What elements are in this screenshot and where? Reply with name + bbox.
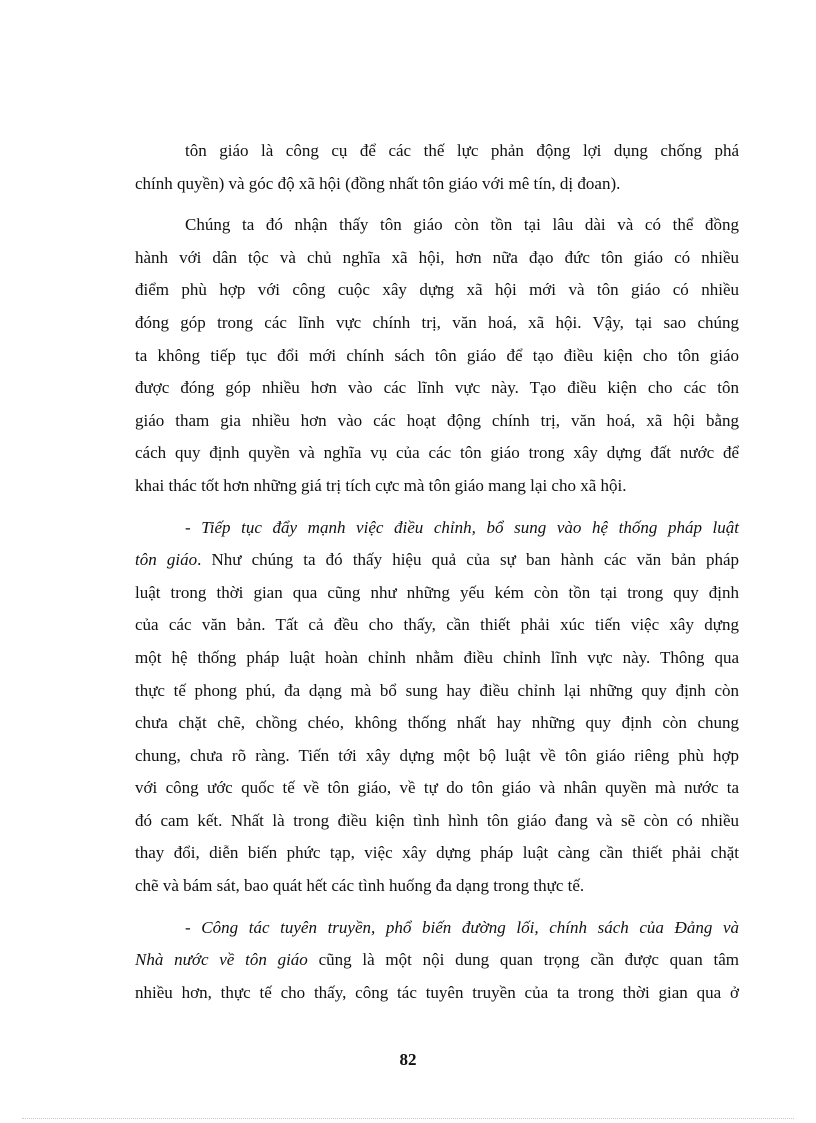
text-line: chung, chưa rõ ràng. Tiến tới xây dựng một bộ luật về tôn giáo riêng phù hợp bbox=[135, 745, 739, 765]
text-line: thực tế phong phú, đa dạng mà bổ sung hay điều chỉnh lại những quy định còn bbox=[135, 680, 739, 700]
italic-heading-tail: tôn giáo bbox=[135, 550, 198, 570]
text-line: tôn giáo là công cụ để các thế lực phản động lợi dụng chống phá bbox=[185, 141, 739, 160]
text-line: nhiều hơn, thực tế cho thấy, công tác tuyên truyền của ta trong thời gian qua ở bbox=[135, 982, 739, 1002]
paragraph-3 bbox=[135, 512, 739, 903]
body-text bbox=[135, 135, 739, 1009]
text-line: đóng góp trong các lĩnh vực chính trị, văn hoá, xã hội. Vậy, tại sao chúng bbox=[135, 312, 739, 332]
paragraph-4 bbox=[135, 912, 739, 1010]
page-number: 82 bbox=[399, 1050, 417, 1069]
text-line: Chúng ta đó nhận thấy tôn giáo còn tồn tại lâu dài và có thể đồng bbox=[185, 215, 739, 235]
paragraph-2 bbox=[135, 209, 739, 502]
text-line: khai thác tốt hơn những giá trị tích cực mà tôn giáo mang lại cho xã hội. bbox=[135, 475, 627, 495]
text-run: cũng là một nội dung quan trọng cần được quan tâm bbox=[307, 950, 739, 970]
text-line: luật trong thời gian qua cũng như những yếu kém còn tồn tại trong quy định bbox=[135, 582, 739, 602]
paragraph-1 bbox=[135, 135, 739, 200]
text-line: chẽ và bám sát, bao quát hết các tình huống đa dạng trong thực tế. bbox=[135, 876, 585, 896]
text-line: cách quy định quyền và nghĩa vụ của các tôn giáo trong xây dựng đất nước để bbox=[135, 443, 739, 463]
italic-heading-tail: Nhà nước về tôn giáo bbox=[135, 950, 308, 970]
text-line: của các văn bản. Tất cả đều cho thấy, cần thiết phải xúc tiến việc xây dựng bbox=[135, 615, 739, 635]
text-line: đó cam kết. Nhất là trong điều kiện tình hình tôn giáo đang và sẽ còn có nhiều bbox=[135, 810, 739, 830]
text-line: chưa chặt chẽ, chồng chéo, không thống nhất hay những quy định còn chung bbox=[135, 713, 739, 733]
text-line: hành với dân tộc và chủ nghĩa xã hội, hơn nữa đạo đức tôn giáo có nhiều bbox=[135, 247, 739, 267]
text-line: một hệ thống pháp luật hoàn chỉnh nhằm điều chỉnh lĩnh vực này. Thông qua bbox=[135, 647, 739, 667]
text-line: được đóng góp nhiều hơn vào các lĩnh vực này. Tạo điều kiện cho các tôn bbox=[135, 378, 739, 398]
page-bottom-divider bbox=[22, 1118, 794, 1119]
text-line: với công ước quốc tế về tôn giáo, về tự do tôn giáo và nhân quyền mà nước ta bbox=[135, 778, 739, 798]
italic-heading-line: - Tiếp tục đẩy mạnh việc điều chỉnh, bổ sung vào hệ thống pháp luật bbox=[185, 517, 739, 537]
text-line: chính quyền) và góc độ xã hội (đồng nhất tôn giáo với mê tín, dị đoan). bbox=[135, 173, 621, 193]
italic-heading-line: - Công tác tuyên truyền, phổ biến đường lối, chính sách của Đảng và bbox=[185, 917, 739, 937]
text-line: giáo tham gia nhiều hơn vào các hoạt động chính trị, văn hoá, xã hội bằng bbox=[135, 410, 739, 430]
text-line bbox=[135, 944, 739, 977]
text-line: điểm phù hợp với công cuộc xây dựng xã hội mới và tôn giáo có nhiều bbox=[135, 280, 739, 300]
text-run: . Như chúng ta đó thấy hiệu quả của sự ban hành các văn bản pháp bbox=[197, 550, 740, 570]
text-line bbox=[135, 544, 739, 577]
text-line: ta không tiếp tục đổi mới chính sách tôn giáo để tạo điều kiện cho tôn giáo bbox=[135, 345, 739, 365]
text-line: thay đổi, diễn biến phức tạp, việc xây dựng pháp luật càng cần thiết phải chặt bbox=[135, 843, 739, 863]
